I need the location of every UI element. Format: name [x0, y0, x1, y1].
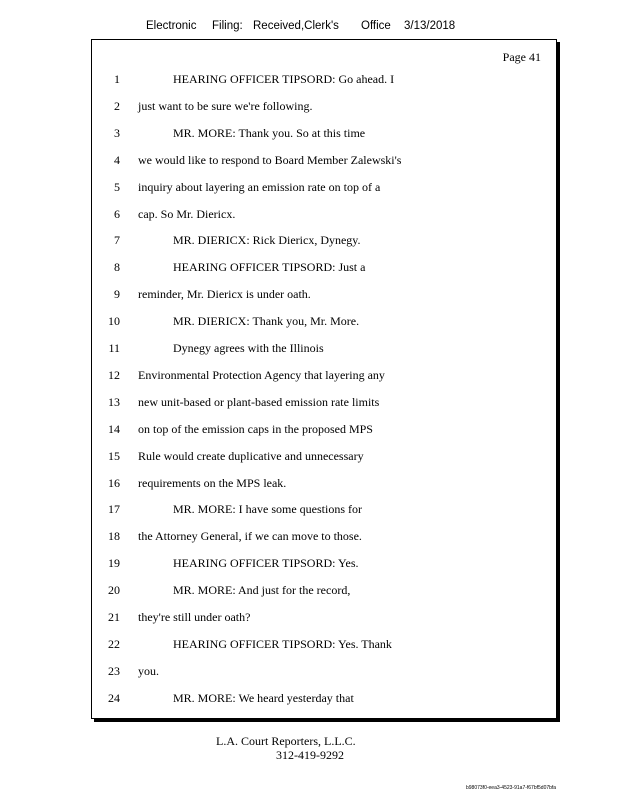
line-text: reminder, Mr. Diericx is under oath.	[138, 287, 311, 302]
line-text: MR. DIERICX: Rick Diericx, Dynegy.	[173, 233, 361, 248]
line-number: 22	[108, 636, 120, 651]
line-text: Environmental Protection Agency that layering any	[138, 367, 385, 382]
line-text: cap. So Mr. Diericx.	[138, 206, 236, 221]
line-number: 23	[108, 663, 120, 678]
line-number: 24	[108, 690, 120, 705]
line-text: HEARING OFFICER TIPSORD: Go ahead. I	[173, 72, 395, 86]
transcript-line	[92, 366, 556, 384]
line-number: 1	[114, 72, 120, 86]
transcript-line	[92, 689, 556, 707]
transcript-line	[92, 635, 556, 653]
line-number: 5	[114, 179, 120, 194]
transcript-line	[92, 420, 556, 438]
transcript-line	[92, 500, 556, 518]
line-text: just want to be sure we're following.	[138, 98, 313, 113]
line-number: 8	[114, 260, 120, 275]
line-number: 2	[114, 98, 120, 113]
transcript-line	[92, 474, 556, 492]
line-number: 16	[108, 475, 120, 490]
line-text: the Attorney General, if we can move to those.	[138, 529, 362, 544]
stamp-date: 3/13/2018	[404, 20, 456, 32]
line-text: new unit-based or plant-based emission rate limits	[138, 394, 380, 409]
transcript-line	[92, 339, 556, 357]
footer-company: L.A. Court Reporters, L.L.C.	[216, 734, 356, 748]
transcript-line	[92, 124, 556, 142]
line-number: 9	[114, 287, 120, 302]
transcript-line	[92, 97, 556, 115]
line-number: 17	[108, 502, 120, 517]
transcript-line	[92, 581, 556, 599]
line-number: 10	[108, 314, 120, 329]
transcript-line	[92, 554, 556, 572]
line-number: 21	[108, 610, 120, 624]
transcript-line	[92, 662, 556, 680]
line-text: HEARING OFFICER TIPSORD: Yes. Thank	[173, 636, 392, 651]
transcript-line	[92, 527, 556, 545]
line-text: MR. MORE: I have some questions for	[173, 502, 362, 517]
line-number: 18	[108, 529, 120, 544]
transcript-page	[91, 39, 557, 719]
line-text: Rule would create duplicative and unnecessary	[138, 448, 364, 463]
transcript-line	[92, 205, 556, 223]
line-text: MR. MORE: And just for the record,	[173, 583, 351, 598]
filing-stamp-header	[0, 20, 618, 36]
line-number: 4	[114, 152, 120, 167]
line-number: 11	[108, 341, 120, 355]
line-text: you.	[138, 663, 159, 678]
line-number: 7	[114, 233, 120, 248]
line-number: 19	[108, 556, 120, 571]
line-text: requirements on the MPS leak.	[138, 475, 287, 490]
stamp-filing: Filing:	[212, 20, 243, 32]
line-number: 12	[108, 367, 120, 382]
line-text: HEARING OFFICER TIPSORD: Yes.	[173, 556, 359, 571]
stamp-received: Received,Clerk's	[253, 20, 339, 32]
line-text: MR. DIERICX: Thank you, Mr. More.	[173, 314, 360, 329]
line-text: HEARING OFFICER TIPSORD: Just a	[173, 260, 366, 275]
transcript-line	[92, 231, 556, 249]
transcript-line	[92, 285, 556, 303]
line-number: 13	[108, 394, 120, 409]
line-text: MR. MORE: We heard yesterday that	[173, 690, 354, 705]
line-text: inquiry about layering an emission rate on top of a	[138, 179, 381, 194]
transcript-line	[92, 312, 556, 330]
transcript-line	[92, 151, 556, 169]
line-text: MR. MORE: Thank you. So at this time	[173, 125, 366, 140]
line-number: 15	[108, 448, 120, 463]
page-number: Page 41	[502, 50, 541, 64]
document-id: b98073f0-eea3-4523-91a7-f67bf5d07bfa	[466, 785, 557, 791]
line-number: 14	[108, 421, 120, 436]
transcript-line	[92, 178, 556, 196]
transcript-line	[92, 608, 556, 626]
line-number: 3	[114, 125, 120, 140]
line-text: we would like to respond to Board Member Zalewski's	[138, 152, 402, 167]
line-text: they're still under oath?	[138, 610, 251, 624]
line-number: 6	[114, 206, 120, 221]
line-text: on top of the emission caps in the proposed MPS	[138, 421, 373, 436]
line-number: 20	[108, 583, 120, 598]
transcript-line	[92, 447, 556, 465]
transcript-line	[92, 258, 556, 276]
transcript-line	[92, 70, 556, 88]
footer-phone: 312-419-9292	[276, 748, 344, 762]
stamp-office: Office	[361, 20, 391, 32]
line-text: Dynegy agrees with the Illinois	[173, 341, 324, 355]
transcript-line	[92, 393, 556, 411]
stamp-electronic: Electronic	[146, 20, 197, 32]
